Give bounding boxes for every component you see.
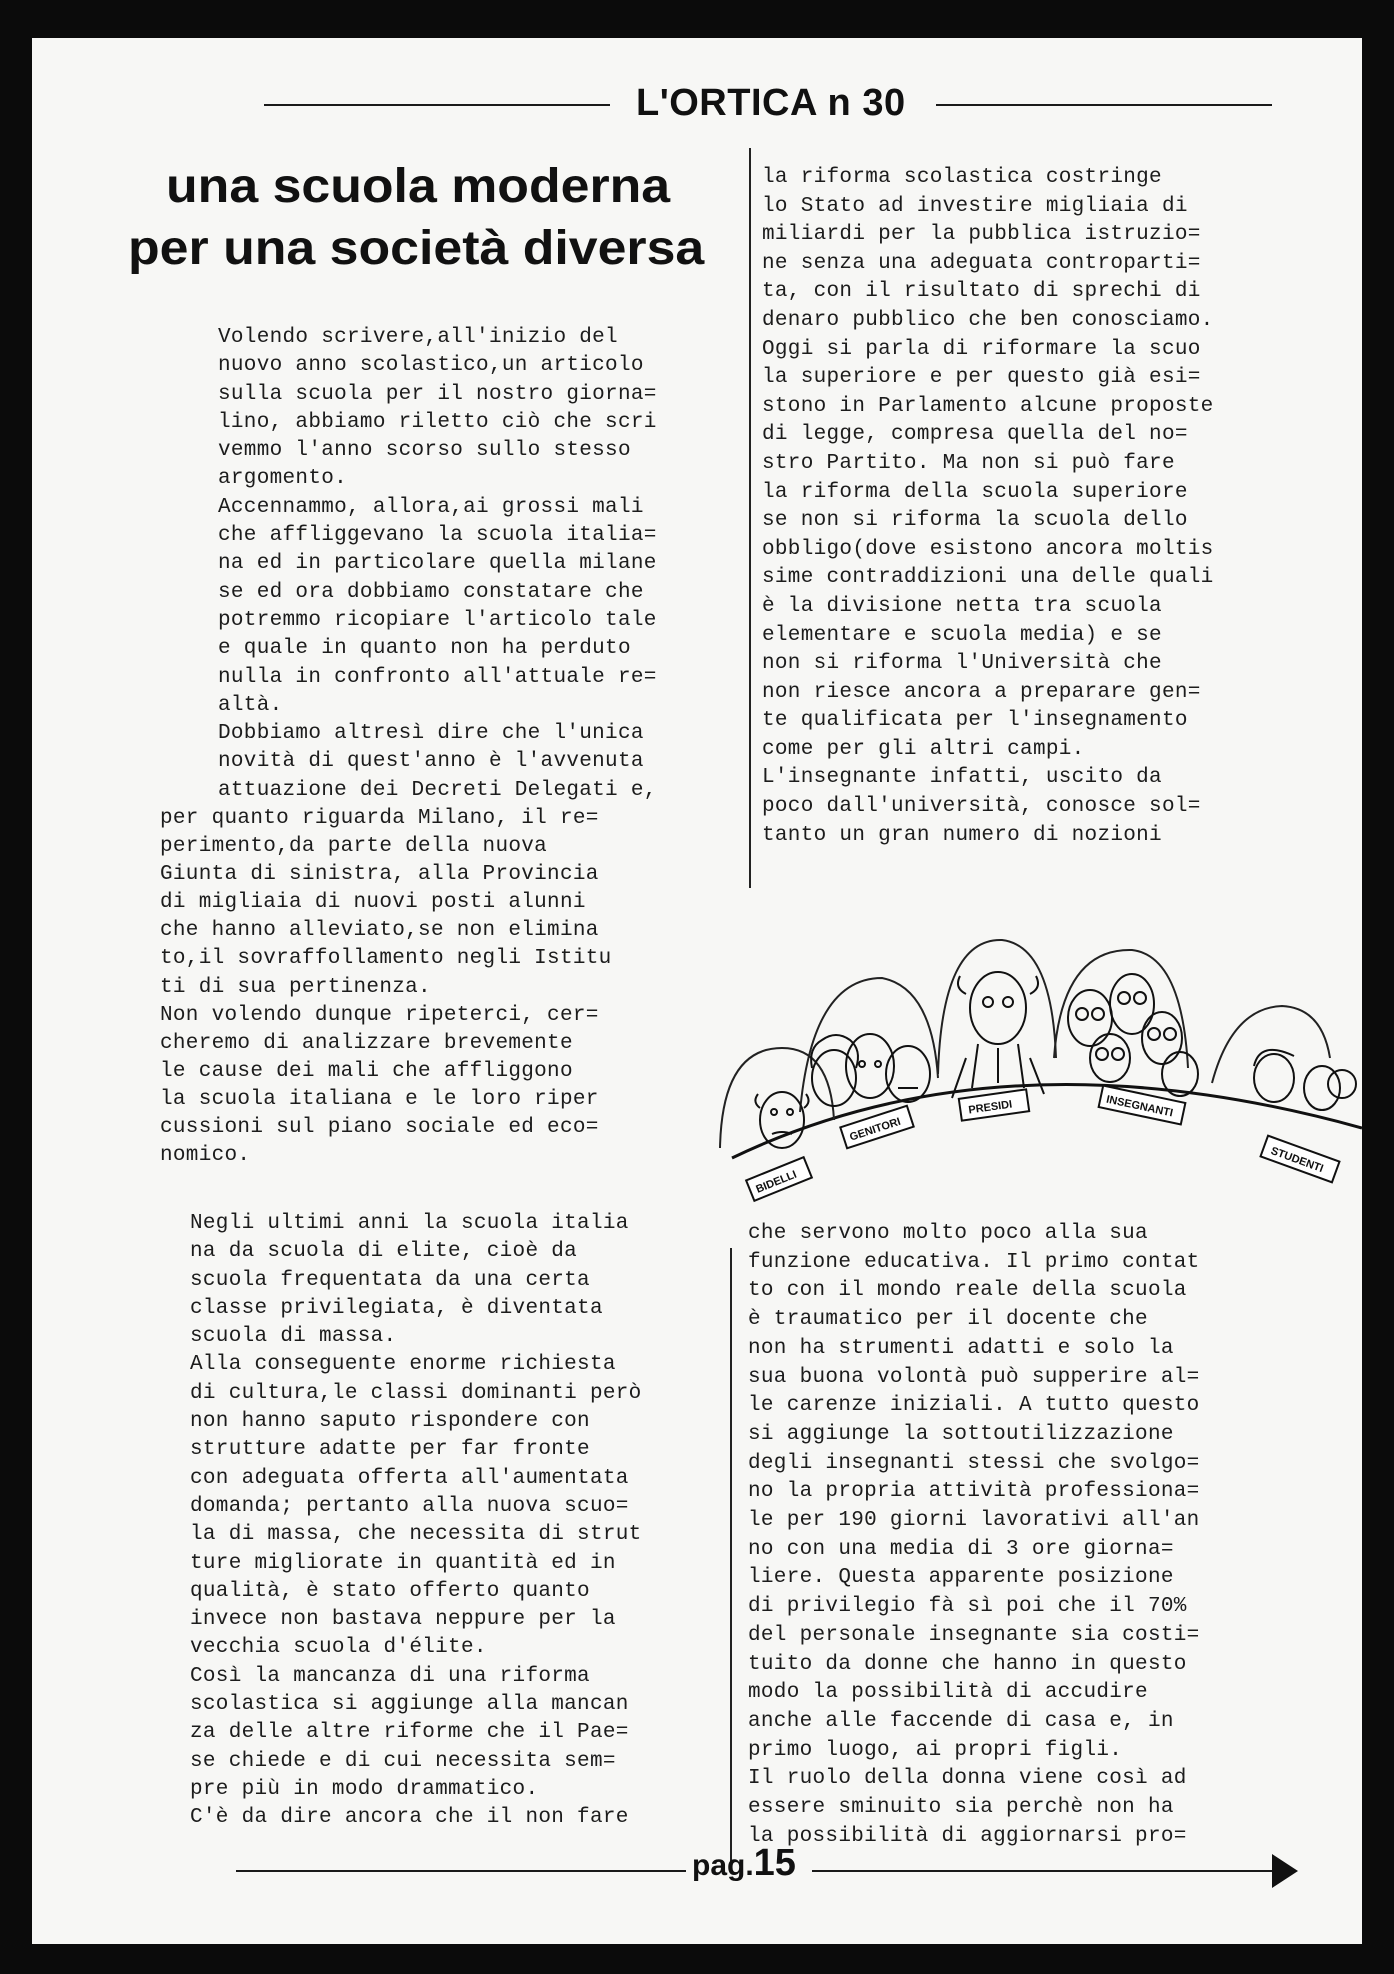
label-presidi: [959, 1089, 1029, 1120]
school-hierarchy-cartoon: [702, 898, 1362, 1218]
text-line: to,il sovraffollamento negli Istitu: [160, 947, 612, 971]
text-line: le cause dei mali che affliggono: [160, 1059, 573, 1083]
text-line: Accennammo, allora,ai grossi mali: [218, 495, 644, 519]
text-line: ne senza una adeguata controparti=: [762, 251, 1201, 275]
text-line: la di massa, che necessita di strut: [190, 1523, 642, 1547]
text-line: funzione educativa. Il primo contat: [748, 1250, 1200, 1274]
text-line: la possibilità di aggiornarsi pro=: [748, 1824, 1187, 1848]
arch-insegnanti: [1054, 950, 1188, 1068]
text-line: non riesce ancora a preparare gen=: [762, 680, 1201, 704]
figure-insegnanti: [1068, 974, 1198, 1096]
text-line: la scuola italiana e le loro riper: [160, 1087, 599, 1111]
text-line: to con il mondo reale della scuola: [748, 1279, 1187, 1303]
text-line: elementare e scuola media) e se: [762, 623, 1162, 647]
text-line: attuazione dei Decreti Delegati e,: [218, 778, 657, 802]
figure-presidi: [952, 972, 1044, 1098]
text-line: cheremo di analizzare brevemente: [160, 1031, 573, 1055]
text-line: liere. Questa apparente posizione: [748, 1566, 1174, 1590]
text-line: tanto un gran numero di nozioni: [762, 823, 1162, 847]
masthead-title: L'ORTICA n 30: [636, 82, 906, 124]
text-line: Così la mancanza di una riforma: [190, 1664, 590, 1688]
text-line: Alla conseguente enorme richiesta: [190, 1353, 616, 1377]
text-line: se ed ora dobbiamo constatare che: [218, 580, 644, 604]
text-line: strutture adatte per far fronte: [190, 1438, 590, 1462]
text-line: si aggiunge la sottoutilizzazione: [748, 1422, 1174, 1446]
text-line: di migliaia di nuovi posti alunni: [160, 891, 586, 915]
text-line: scuola di massa.: [190, 1325, 397, 1349]
text-line: non hanno saputo rispondere con: [190, 1410, 590, 1434]
text-line: cussioni sul piano sociale ed eco=: [160, 1116, 599, 1140]
text-line: è traumatico per il docente che: [748, 1308, 1148, 1332]
text-line: modo la possibilità di accudire: [748, 1681, 1148, 1705]
page-number: [692, 1842, 796, 1885]
label-studenti: [1261, 1136, 1340, 1183]
text-line: ture migliorate in quantità ed in: [190, 1551, 616, 1575]
text-line: primo luogo, ai propri figli.: [748, 1738, 1123, 1762]
text-line: stono in Parlamento alcune proposte: [762, 394, 1214, 418]
newspaper-page: [32, 38, 1362, 1944]
text-line: C'è da dire ancora che il non fare: [190, 1806, 629, 1830]
text-line: za delle altre riforme che il Pae=: [190, 1721, 629, 1745]
text-line: che affliggevano la scuola italia=: [218, 524, 657, 548]
text-line: Dobbiamo altresì dire che l'unica: [218, 722, 644, 746]
text-line: come per gli altri campi.: [762, 737, 1085, 761]
text-line: Volendo scrivere,all'inizio del: [218, 326, 618, 349]
label-genitori-text: GENITORI: [848, 1115, 903, 1144]
text-line: con adeguata offerta all'aumentata: [190, 1466, 629, 1490]
text-line: invece non bastava neppure per la: [190, 1608, 616, 1632]
text-line: che servono molto poco alla sua: [748, 1222, 1148, 1245]
text-line: vecchia scuola d'élite.: [190, 1636, 487, 1660]
label-presidi-text: PRESIDI: [967, 1098, 1013, 1117]
text-line: Non volendo dunque ripeterci, cer=: [160, 1003, 599, 1027]
arch-studenti: [1212, 1006, 1330, 1083]
text-line: di legge, compresa quella del no=: [762, 423, 1188, 447]
label-insegnanti-text: INSEGNANTI: [1105, 1093, 1174, 1120]
label-bidelli-text: BIDELLI: [754, 1168, 799, 1196]
text-line: la riforma scolastica costringe: [762, 166, 1162, 189]
text-line: Oggi si parla di riformare la scuo: [762, 337, 1201, 361]
text-line: perimento,da parte della nuova: [160, 835, 548, 859]
text-line: no la propria attività professiona=: [748, 1480, 1200, 1504]
text-line: miliardi per la pubblica istruzio=: [762, 223, 1201, 247]
text-line: la superiore e per questo già esi=: [762, 366, 1201, 390]
text-line: no con una media di 3 ore giorna=: [748, 1537, 1174, 1561]
text-line: na ed in particolare quella milane: [218, 552, 657, 576]
text-line: le per 190 giorni lavorativi all'an: [748, 1509, 1200, 1533]
figure-studenti: [1254, 1050, 1356, 1110]
text-line: argomento.: [218, 467, 348, 491]
text-line: del personale insegnante sia costi=: [748, 1623, 1200, 1647]
text-line: domanda; pertanto alla nuova scuo=: [190, 1494, 629, 1518]
article-text-left-top: [218, 324, 657, 805]
text-line: tuito da donne che hanno in questo: [748, 1652, 1187, 1676]
headline: [128, 156, 806, 280]
text-line: nomico.: [160, 1144, 251, 1168]
text-line: vemmo l'anno scorso sullo stesso: [218, 439, 631, 463]
text-line: lino, abbiamo riletto ciò che scri: [218, 410, 657, 434]
text-line: classe privilegiata, è diventata: [190, 1296, 603, 1320]
masthead-rule-right: [936, 104, 1272, 106]
masthead-rule-left: [264, 104, 610, 106]
text-line: scuola frequentata da una certa: [190, 1268, 590, 1292]
page-footer: [32, 1838, 1362, 1898]
label-studenti-text: STUDENTI: [1269, 1144, 1325, 1176]
text-line: per quanto riguarda Milano, il re=: [160, 807, 599, 830]
text-line: di privilegio fà sì poi che il 70%: [748, 1595, 1187, 1619]
text-line: ti di sua pertinenza.: [160, 975, 431, 999]
continue-arrow-icon: [1268, 1848, 1302, 1894]
article-text-left-bottom: [190, 1210, 642, 1833]
page-number-prefix: pag.: [692, 1849, 754, 1882]
text-line: novità di quest'anno è l'avvenuta: [218, 750, 644, 774]
text-line: qualità, è stato offerto quanto: [190, 1579, 590, 1603]
text-line: non si riforma l'Università che: [762, 652, 1162, 676]
article-text-right-top: [762, 164, 1214, 850]
text-line: è la divisione netta tra scuola: [762, 594, 1162, 618]
text-line: Il ruolo della donna viene così ad: [748, 1767, 1187, 1791]
text-line: essere sminuito sia perchè non ha: [748, 1796, 1174, 1820]
text-line: sulla scuola per il nostro giorna=: [218, 382, 657, 406]
text-line: se chiede e di cui necessita sem=: [190, 1749, 616, 1773]
article-text-right-bottom: [748, 1220, 1200, 1851]
text-line: e quale in quanto non ha perduto: [218, 637, 631, 661]
text-line: Giunta di sinistra, alla Provincia: [160, 863, 599, 887]
text-line: altà.: [218, 693, 283, 717]
text-line: stro Partito. Ma non si può fare: [762, 451, 1175, 475]
figure-genitori: [811, 1034, 930, 1106]
text-line: che hanno alleviato,se non elimina: [160, 919, 599, 943]
footer-rule-left: [236, 1870, 686, 1872]
text-line: denaro pubblico che ben conosciamo.: [762, 308, 1214, 332]
text-line: degli insegnanti stessi che svolgo=: [748, 1451, 1200, 1475]
text-line: non ha strumenti adatti e solo la: [748, 1336, 1174, 1360]
text-line: la riforma della scuola superiore: [762, 480, 1188, 504]
arch-genitori: [800, 978, 938, 1112]
text-line: se non si riforma la scuola dello: [762, 509, 1188, 533]
text-line: lo Stato ad investire migliaia di: [762, 194, 1188, 218]
headline-line-1: una scuola moderna: [166, 160, 671, 213]
label-bidelli: [746, 1157, 812, 1201]
text-line: nulla in confronto all'attuale re=: [218, 665, 657, 689]
footer-rule-right: [812, 1870, 1292, 1872]
text-line: te qualificata per l'insegnamento: [762, 709, 1188, 733]
text-line: sime contraddizioni una delle quali: [762, 566, 1214, 590]
text-line: potremmo ricopiare l'articolo tale: [218, 608, 657, 632]
article-text-left-middle: [160, 805, 612, 1170]
masthead: [32, 74, 1362, 134]
text-line: ta, con il risultato di sprechi di: [762, 280, 1201, 304]
text-line: le carenze iniziali. A tutto questo: [748, 1394, 1200, 1418]
text-line: na da scuola di elite, cioè da: [190, 1240, 578, 1264]
text-line: poco dall'università, conosce sol=: [762, 795, 1201, 819]
column-divider-bottom: [730, 1248, 732, 1868]
text-line: obbligo(dove esistono ancora moltis: [762, 537, 1214, 561]
text-line: L'insegnante infatti, uscito da: [762, 766, 1162, 790]
cartoon-drawing: [702, 898, 1362, 1218]
text-line: anche alle faccende di casa e, in: [748, 1709, 1174, 1733]
text-line: sua buona volontà può supperire al=: [748, 1365, 1200, 1389]
text-line: di cultura,le classi dominanti però: [190, 1381, 642, 1405]
text-line: pre più in modo drammatico.: [190, 1777, 539, 1801]
headline-line-2: per una società diversa: [128, 222, 705, 275]
text-line: scolastica si aggiunge alla mancan: [190, 1693, 629, 1717]
text-line: nuovo anno scolastico,un articolo: [218, 354, 644, 378]
text-line: Negli ultimi anni la scuola italia: [190, 1212, 629, 1235]
page-number-value: 15: [753, 1842, 796, 1884]
column-divider-top: [749, 148, 751, 888]
